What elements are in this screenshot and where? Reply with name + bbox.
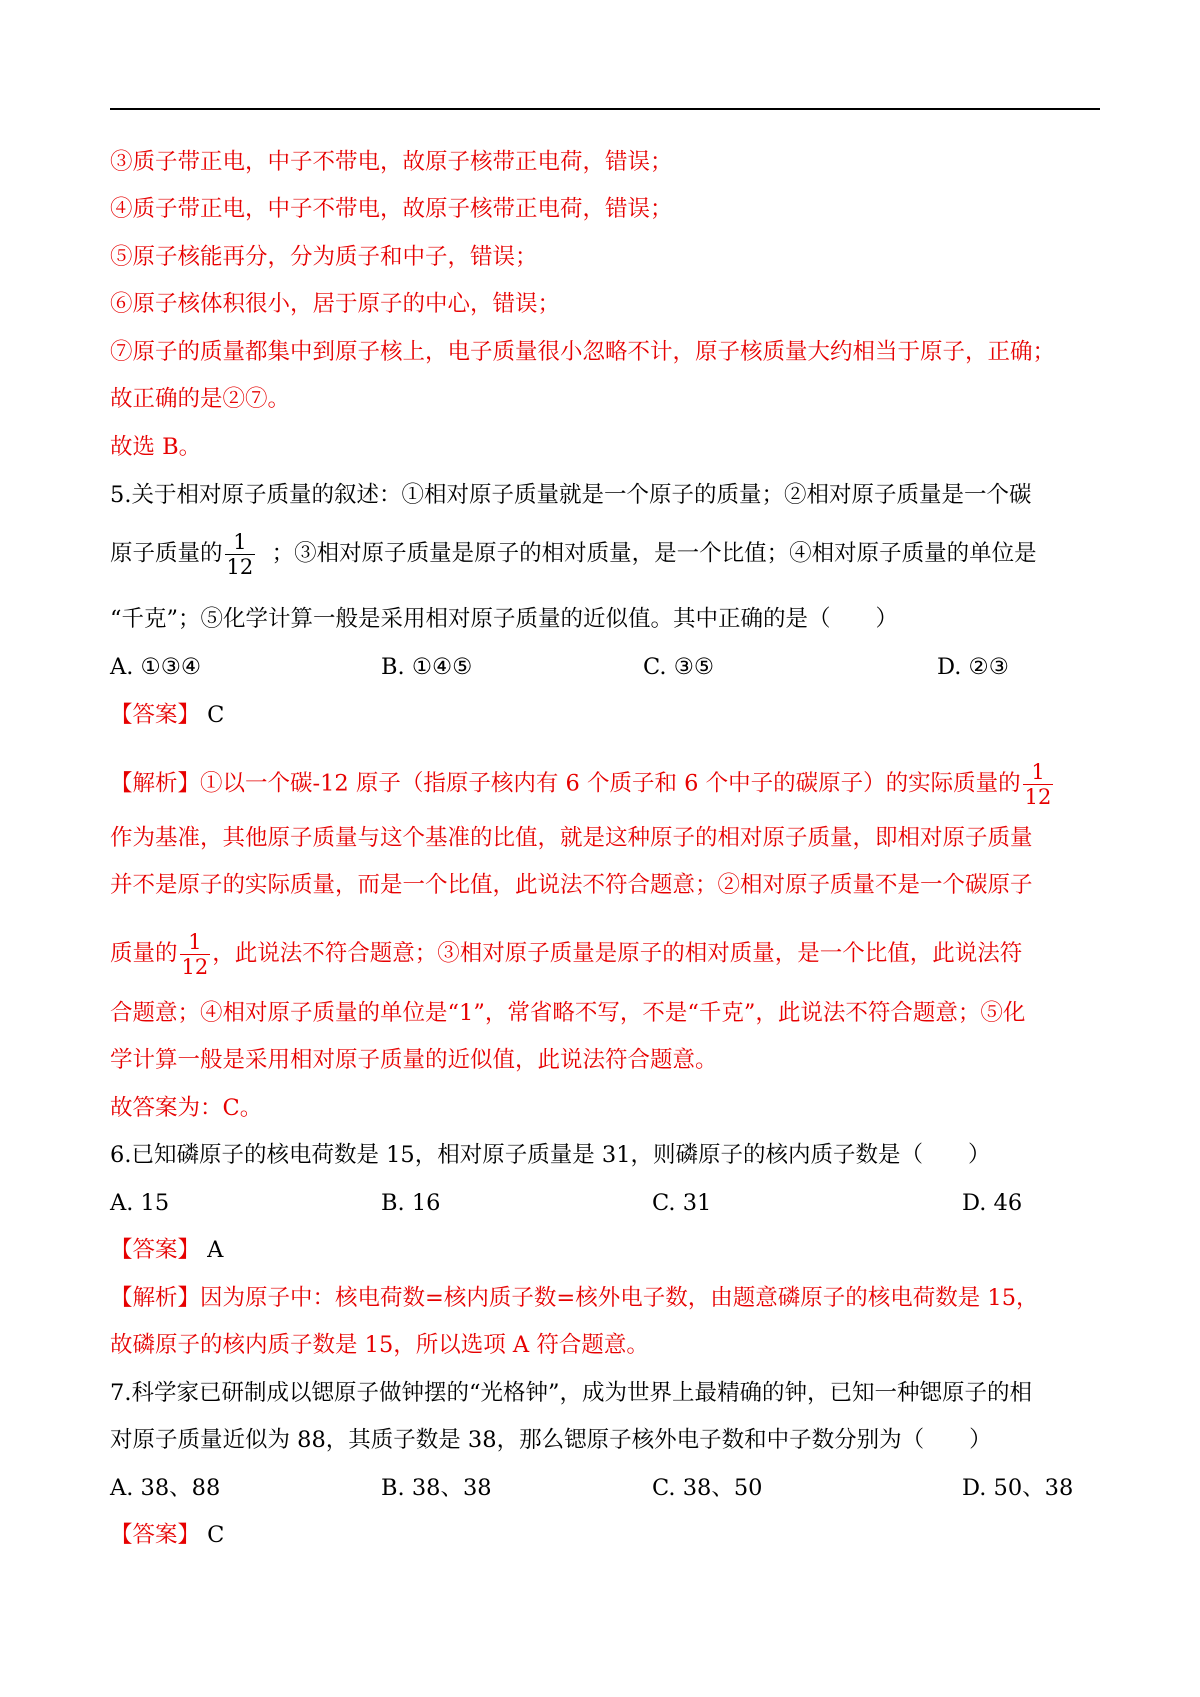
q5-analysis-line1 [110, 760, 1055, 809]
q7-option-d: D. 50、38 [962, 1475, 1074, 1501]
q5-stem-line2-pre: 原子质量的 [110, 540, 223, 567]
q7-option-a: A. 38、88 [110, 1475, 221, 1501]
q5-stem-line3: “千克”；⑤化学计算一般是采用相对原子质量的近似值。其中正确的是（ ） [110, 606, 899, 632]
explanation-summary: 故正确的是②⑦。 [110, 386, 291, 412]
fraction-one-twelfth [225, 530, 256, 579]
q5-option-a: A. ①③④ [110, 654, 202, 680]
analysis-tag: 【解析】 [110, 770, 201, 797]
q5-analysis-line6: 学计算一般是采用相对原子质量的近似值，此说法符合题意。 [110, 1047, 718, 1073]
q5-option-d: D. ②③ [937, 654, 1009, 680]
q6-option-b: B. 16 [381, 1190, 441, 1216]
q5-analysis-text4-post: ，此说法不符合题意；③相对原子质量是原子的相对质量，是一个比值，此说法符 [212, 940, 1023, 967]
q5-answer-value: C [207, 702, 225, 728]
q7-option-c: C. 38、50 [652, 1475, 763, 1501]
q6-option-c: C. 31 [652, 1190, 712, 1216]
q5-conclusion: 故答案为：C。 [110, 1095, 263, 1121]
fraction-one-twelfth [1023, 760, 1054, 809]
q6-answer-value: A [207, 1237, 224, 1263]
q5-analysis-line4 [110, 930, 1022, 979]
analysis-tag: 【解析】 [110, 1285, 201, 1311]
q5-option-c: C. ③⑤ [643, 654, 715, 680]
q5-option-b: B. ①④⑤ [381, 654, 473, 680]
q5-answer [110, 700, 224, 730]
explanation-item-7: ⑦原子的质量都集中到原子核上，电子质量很小忽略不计，原子核质量大约相当于原子，正确； [110, 339, 1056, 365]
fraction-denominator: 12 [226, 555, 254, 579]
q7-stem-line2: 对原子质量近似为 88，其质子数是 38，那么锶原子核外电子数和中子数分别为（ ） [110, 1427, 992, 1453]
fraction-numerator: 1 [1031, 760, 1045, 784]
answer-tag: 【答案】 [110, 702, 201, 728]
answer-tag: 【答案】 [110, 1522, 201, 1548]
q6-stem: 6.已知磷原子的核电荷数是 15，相对原子质量是 31，则磷原子的核内质子数是（ ） [110, 1142, 991, 1168]
explanation-item-5: ⑤原子核能再分，分为质子和中子，错误； [110, 244, 538, 270]
q6-option-d: D. 46 [962, 1190, 1023, 1216]
q5-stem-line1: 5.关于相对原子质量的叙述：①相对原子质量就是一个原子的质量；②相对原子质量是一个碳 [110, 482, 1032, 508]
q5-stem-line2 [110, 530, 1037, 579]
q6-answer [110, 1235, 223, 1265]
answer-tag: 【答案】 [110, 1237, 201, 1263]
fraction-denominator: 12 [1024, 785, 1052, 809]
header-rule [110, 108, 1100, 110]
q7-answer-value: C [207, 1522, 225, 1548]
explanation-item-6: ⑥原子核体积很小，居于原子的中心，错误； [110, 291, 561, 317]
q6-option-a: A. 15 [110, 1190, 170, 1216]
q5-analysis-line2: 作为基准，其他原子质量与这个基准的比值，就是这种原子的相对原子质量，即相对原子质量 [110, 825, 1033, 851]
q5-analysis-line5: 合题意；④相对原子质量的单位是“1”，常省略不写，不是“千克”，此说法不符合题意；⑤化 [110, 1000, 1026, 1026]
q5-analysis-line3: 并不是原子的实际质量，而是一个比值，此说法不符合题意；②相对原子质量不是一个碳原子 [110, 872, 1033, 898]
q7-answer [110, 1520, 224, 1550]
fraction-denominator: 12 [181, 955, 209, 979]
q5-analysis-text4-pre: 质量的 [110, 940, 178, 967]
q5-analysis-text1: ①以一个碳-12 原子（指原子核内有 6 个质子和 6 个中子的碳原子）的实际质量的 [200, 770, 1021, 797]
explanation-item-4: ④质子带正电，中子不带电，故原子核带正电荷，错误； [110, 196, 673, 222]
explanation-choice: 故选 B。 [110, 434, 202, 460]
explanation-item-3: ③质子带正电，中子不带电，故原子核带正电荷，错误； [110, 149, 673, 175]
q6-analysis-text1: 因为原子中：核电荷数=核内质子数=核外电子数，由题意磷原子的核电荷数是 15， [200, 1285, 1039, 1311]
fraction-one-twelfth [180, 930, 211, 979]
fraction-numerator: 1 [188, 930, 202, 954]
q6-analysis-line2: 故磷原子的核内质子数是 15，所以选项 A 符合题意。 [110, 1332, 649, 1358]
q7-stem-line1: 7.科学家已研制成以锶原子做钟摆的“光格钟”，成为世界上最精确的钟，已知一种锶原子的相 [110, 1380, 1032, 1406]
q5-stem-line2-post: ；③相对原子质量是原子的相对质量，是一个比值；④相对原子质量的单位是 [271, 540, 1037, 567]
fraction-numerator: 1 [233, 530, 247, 554]
q7-option-b: B. 38、38 [381, 1475, 492, 1501]
q6-analysis-line1 [110, 1283, 1039, 1313]
